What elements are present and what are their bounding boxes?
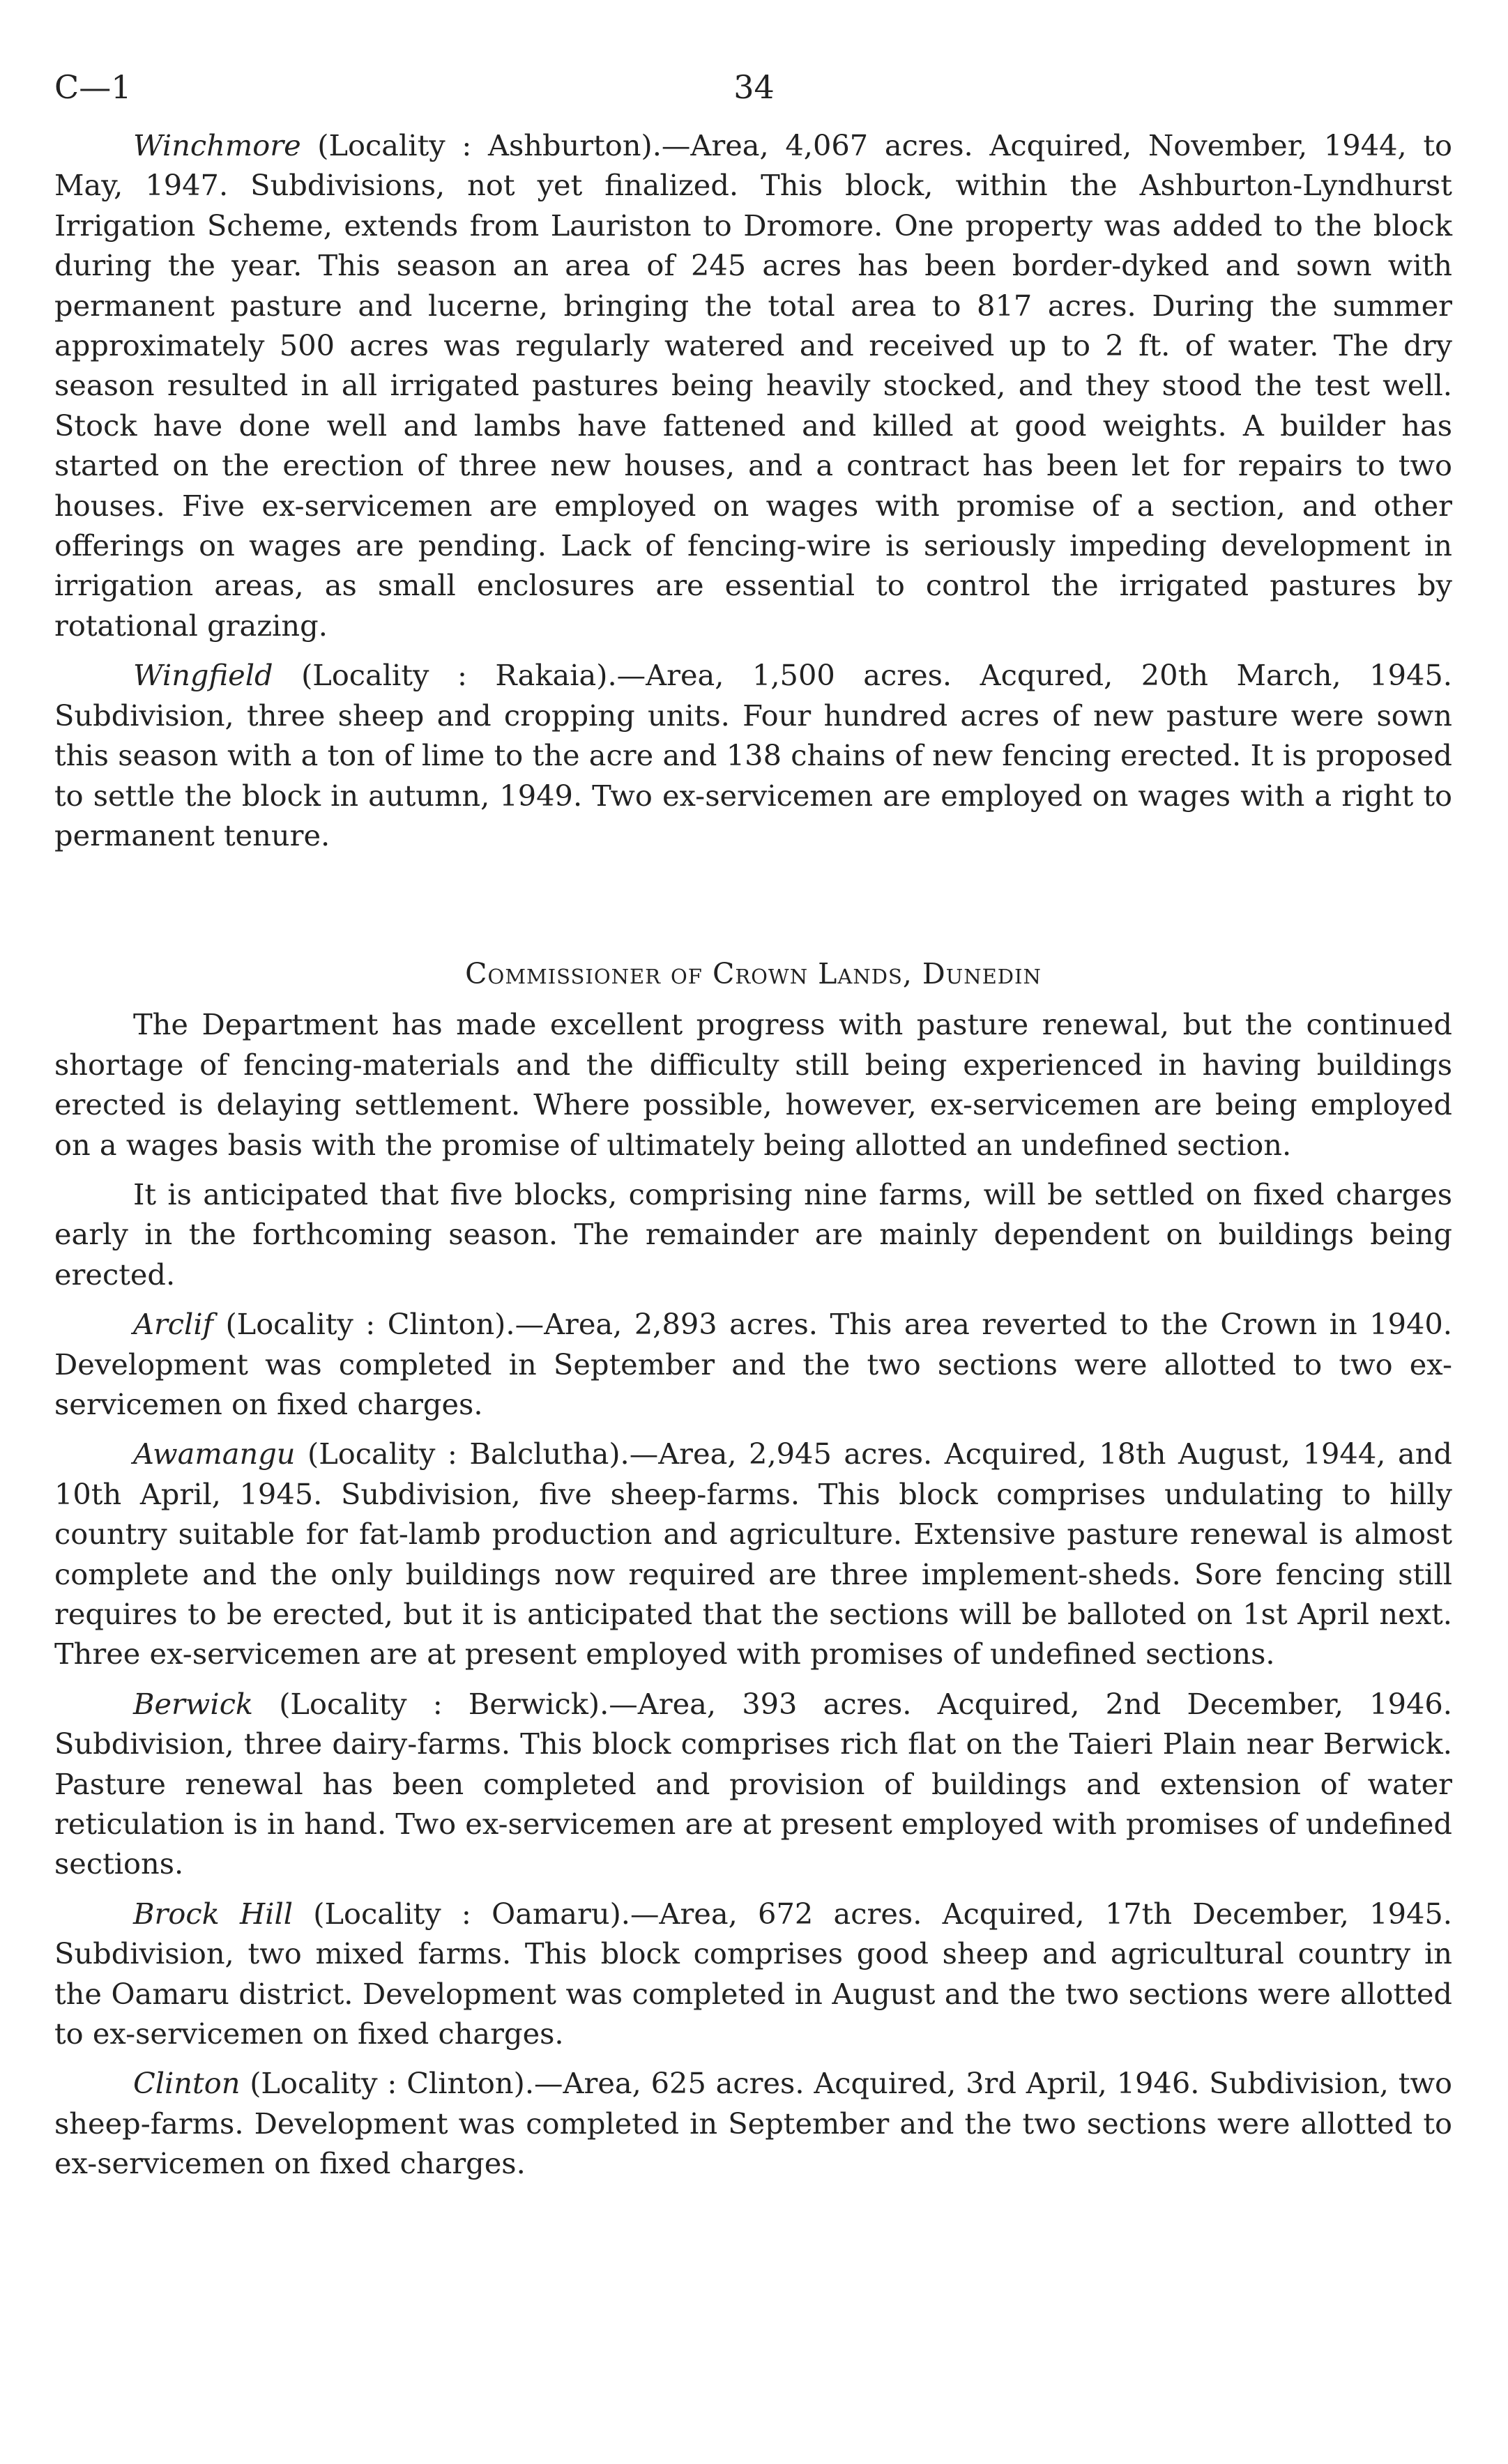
entry-awamangu — [54, 1434, 1452, 1674]
entry-berwick — [54, 1684, 1452, 1884]
block-name: Berwick — [133, 1686, 254, 1721]
page-header — [54, 68, 1454, 110]
entry-winchmore — [54, 125, 1452, 645]
block-text: (Locality : Rakaia).—Area, 1,500 acres. Acqured, 20th March, 1945. Subdivision, three sheep and cropping units. Four hundred acres of new pasture were sown this season with a ton of lime to the acre and 138 chains of new fencing erected. It is proposed to settle the block in autumn, 1949. Two ex-servicemen are employed on wages with a right to permanent tenure. — [54, 658, 1452, 852]
block-text: (Locality : Balclutha).—Area, 2,945 acres. Acquired, 18th August, 1944, and 10th April, 1945. Subdivision, five sheep-farms. This block comprises undulating to hilly country suitable for fat-lamb production and agriculture. Extensive pasture renewal is almost complete and the only buildings now required are three implement-sheds. Sore fencing still requires to be erected, but it is anticipated that the sections will be balloted on 1st April next. Three ex-servicemen are at present employed with promises of undefined sections. — [54, 1437, 1452, 1671]
block-text: (Locality : Ashburton).—Area, 4,067 acres. Acquired, November, 1944, to May, 1947. Subdivisions, not yet finalized. This block, within the Ashburton-Lyndhurst Irrigation Scheme, extends from Lauriston to Dromore. One property was added to the block during the year. This season an area of 245 acres has been border-dyked and sown with permanent pasture and lucerne, bringing the total area to 817 acres. During the summer approximately 500 acres was regularly watered and received up to 2 ft. of water. The dry season resulted in all irrigated pastures being heavily stocked, and they stood the test well. Stock have done well and lambs have fattened and killed at good weights. A builder has started on the erection of three new houses, and a contract has been let for repairs to two houses. Five ex-servicemen are employed on wages with promise of a section, and other offerings on wages are pending. Lack of fencing-wire is seriously impeding development in irrigation areas, as small enclosures are essential to control the irrigated pastures by rotational grazing. — [54, 128, 1452, 643]
entry-brock-hill — [54, 1894, 1452, 2054]
block-text: (Locality : Berwick).—Area, 393 acres. Acquired, 2nd December, 1946. Subdivision, three dairy-farms. This block comprises rich flat on the Taieri Plain near Berwick. Pasture renewal has been completed and provision of buildings and extension of water reticulation is in hand. Two ex-servicemen are at present employed with promises of undefined sections. — [54, 1686, 1452, 1881]
block-name: Clinton — [133, 2066, 241, 2101]
block-name: Winchmore — [133, 128, 301, 162]
block-name: Arclif — [133, 1307, 213, 1342]
intro-paragraph: The Department has made excellent progress with pasture renewal, but the continued shortage of fencing-materials and the difficulty still being experienced in having buildings erected is delaying settlement. Where possible, however, ex-servicemen are being employed on a wages basis with the promise of ultimately being allotted an undefined section. — [54, 1007, 1452, 1162]
intro-paragraph: It is anticipated that five blocks, comprising nine farms, will be settled on fixed charges early in the forthcoming season. The remainder are mainly dependent on buildings being erected. — [54, 1177, 1452, 1292]
page-body — [54, 125, 1452, 2184]
block-text: (Locality : Oamaru).—Area, 672 acres. Acquired, 17th December, 1945. Subdivision, two mixed farms. This block comprises good sheep and agricultural country in the Oamaru district. Development was completed in August and the two sections were allotted to ex-servicemen on fixed charges. — [54, 1896, 1452, 2051]
report-code: C—1 — [54, 68, 132, 106]
entry-wingfield — [54, 655, 1452, 855]
block-text: (Locality : Clinton).—Area, 2,893 acres. This area reverted to the Crown in 1940. Development was completed in September and the two sections were allotted to two ex-servicemen on fixed charges. — [54, 1307, 1452, 1421]
block-name: Awamangu — [133, 1437, 296, 1471]
block-name: Wingfield — [133, 658, 273, 693]
page-number: 34 — [733, 68, 775, 106]
block-name: Brock Hill — [133, 1896, 293, 1931]
entry-clinton — [54, 2063, 1452, 2183]
entry-arclif — [54, 1304, 1452, 1424]
block-text: (Locality : Clinton).—Area, 625 acres. Acquired, 3rd April, 1946. Subdivision, two sheep-farms. Development was completed in September and the two sections were allotted to ex-servicemen on fixed charges. — [54, 2066, 1452, 2181]
section-heading: Commissioner of Crown Lands, Dunedin — [465, 957, 1042, 991]
